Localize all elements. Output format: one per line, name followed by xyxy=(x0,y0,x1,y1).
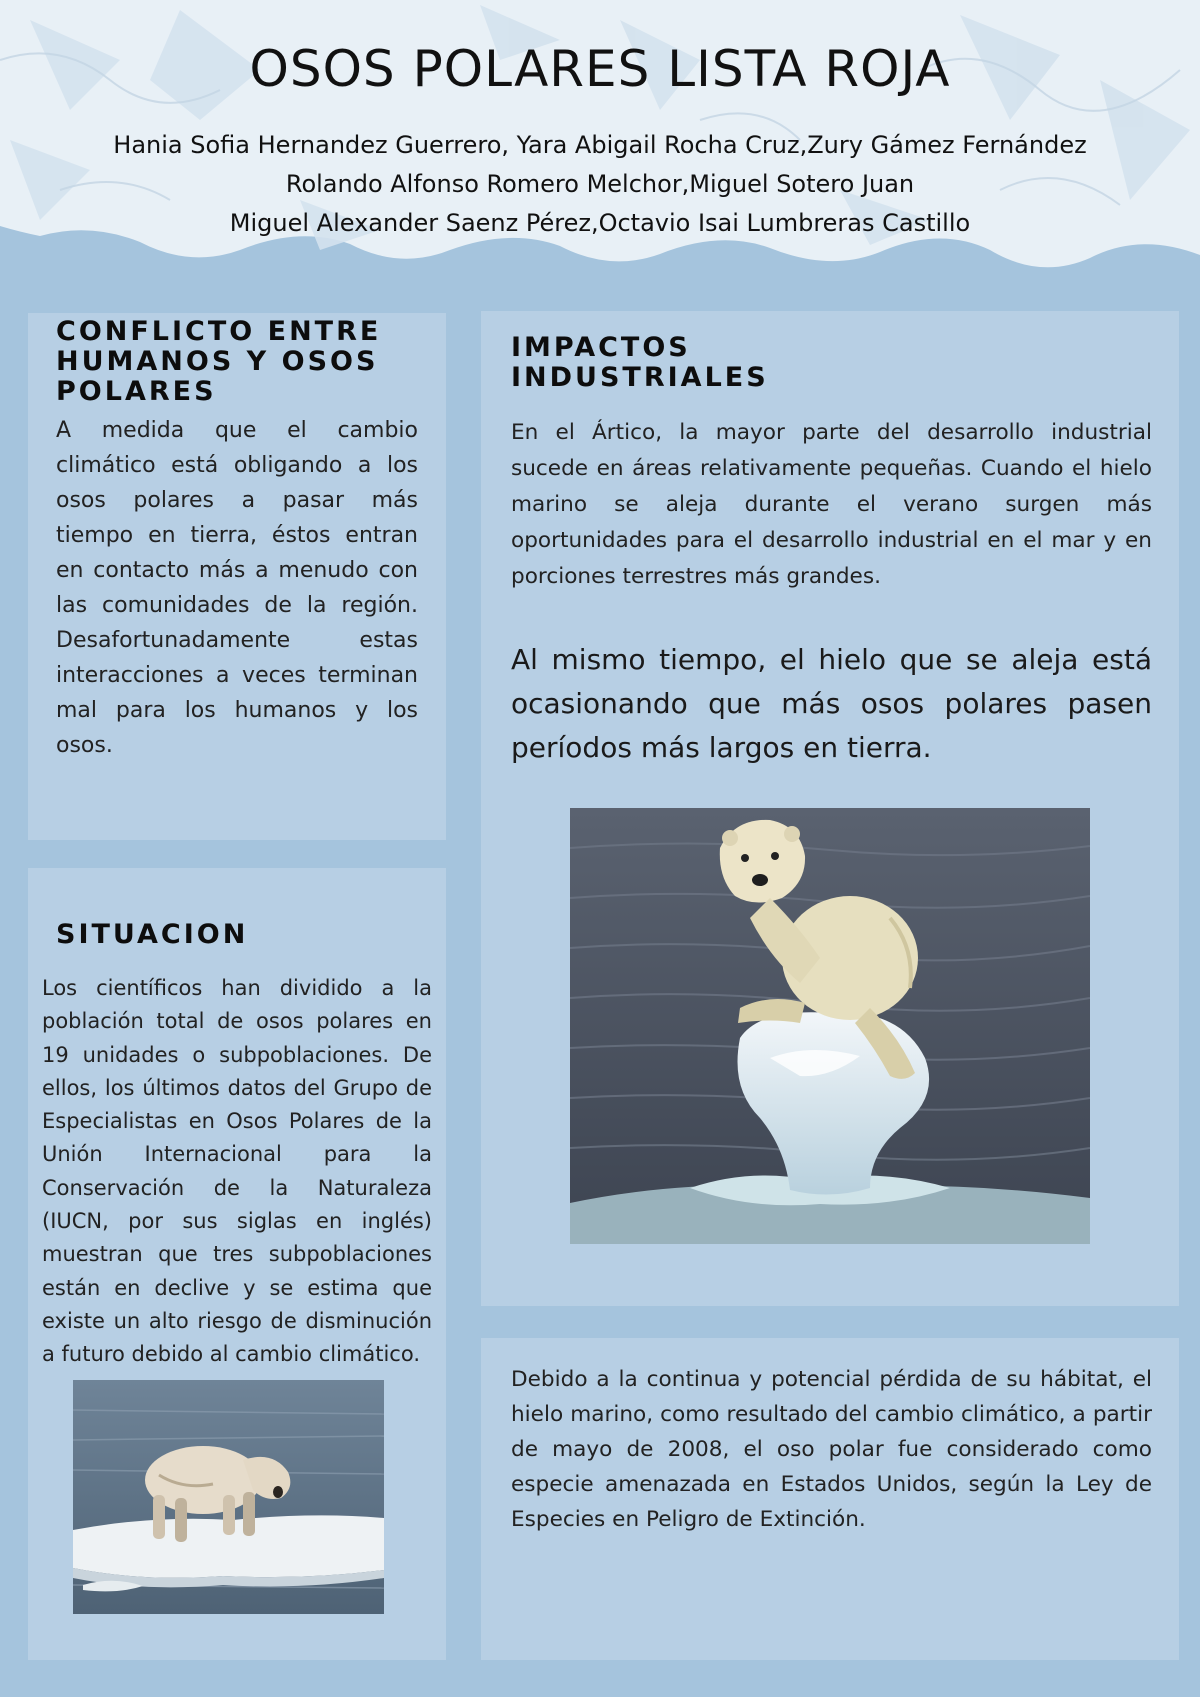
amenaza-text: Debido a la continua y potencial pérdida de su hábitat, el hielo marino, como resultado del cambio climático, a partir de mayo de 2008, el oso polar fue considerado como especie amenazada en Estados Unidos, según la Ley de Especies en Peligro de Extinción. xyxy=(511,1367,1152,1532)
section-heading-impactos: IMPACTOS INDUSTRIALES xyxy=(511,332,769,393)
author-list xyxy=(0,126,1200,243)
header-banner xyxy=(0,0,1200,300)
panel-amenaza xyxy=(481,1338,1179,1660)
impactos-highlight: Al mismo tiempo, el hielo que se aleja está ocasionando que más osos polares pasen períodos más largos en tierra. xyxy=(511,643,1152,764)
panel-situacion xyxy=(28,868,446,1660)
conflicto-text: A medida que el cambio climático está obligando a los osos polares a pasar más tiempo en tierra, éstos entran en contacto más a menudo con las comunidades de la región. Desafortunadamente estas interacciones a veces terminan mal para los humanos y los osos. xyxy=(56,418,418,758)
page-title: OSOS POLARES LISTA ROJA xyxy=(249,40,951,98)
section-heading-conflicto: CONFLICTO ENTRE HUMANOS Y OSOS POLARES xyxy=(56,316,382,407)
panel-conflicto xyxy=(28,313,446,840)
section-heading-situacion: SITUACION xyxy=(56,919,249,950)
polar-bear-on-ice-photo xyxy=(570,808,1090,1244)
impactos-text: En el Ártico, la mayor parte del desarrollo industrial sucede en áreas relativamente pequeñas. Cuando el hielo marino se aleja durante el verano surgen más oportunidades para el desarrollo industrial en el mar y en porciones terrestres más grandes. xyxy=(511,420,1152,589)
author-line: Rolando Alfonso Romero Melchor,Miguel Sotero Juan xyxy=(285,170,915,198)
thin-polar-bear-photo xyxy=(73,1380,384,1614)
author-line: Miguel Alexander Saenz Pérez,Octavio Isai Lumbreras Castillo xyxy=(229,209,971,237)
panel-impactos xyxy=(481,311,1179,1306)
situacion-text: Los científicos han dividido a la población total de osos polares en 19 unidades o subpoblaciones. De ellos, los últimos datos del Grupo de Especialistas en Osos Polares de la Unión Internacional para la Conservación de la Naturaleza (IUCN, por sus siglas en inglés) muestran que tres subpoblaciones están en declive y se estima que existe un alto riesgo de disminución a futuro debido al cambio climático. xyxy=(42,976,432,1367)
author-line: Hania Sofia Hernandez Guerrero, Yara Abigail Rocha Cruz,Zury Gámez Fernández xyxy=(113,131,1087,159)
